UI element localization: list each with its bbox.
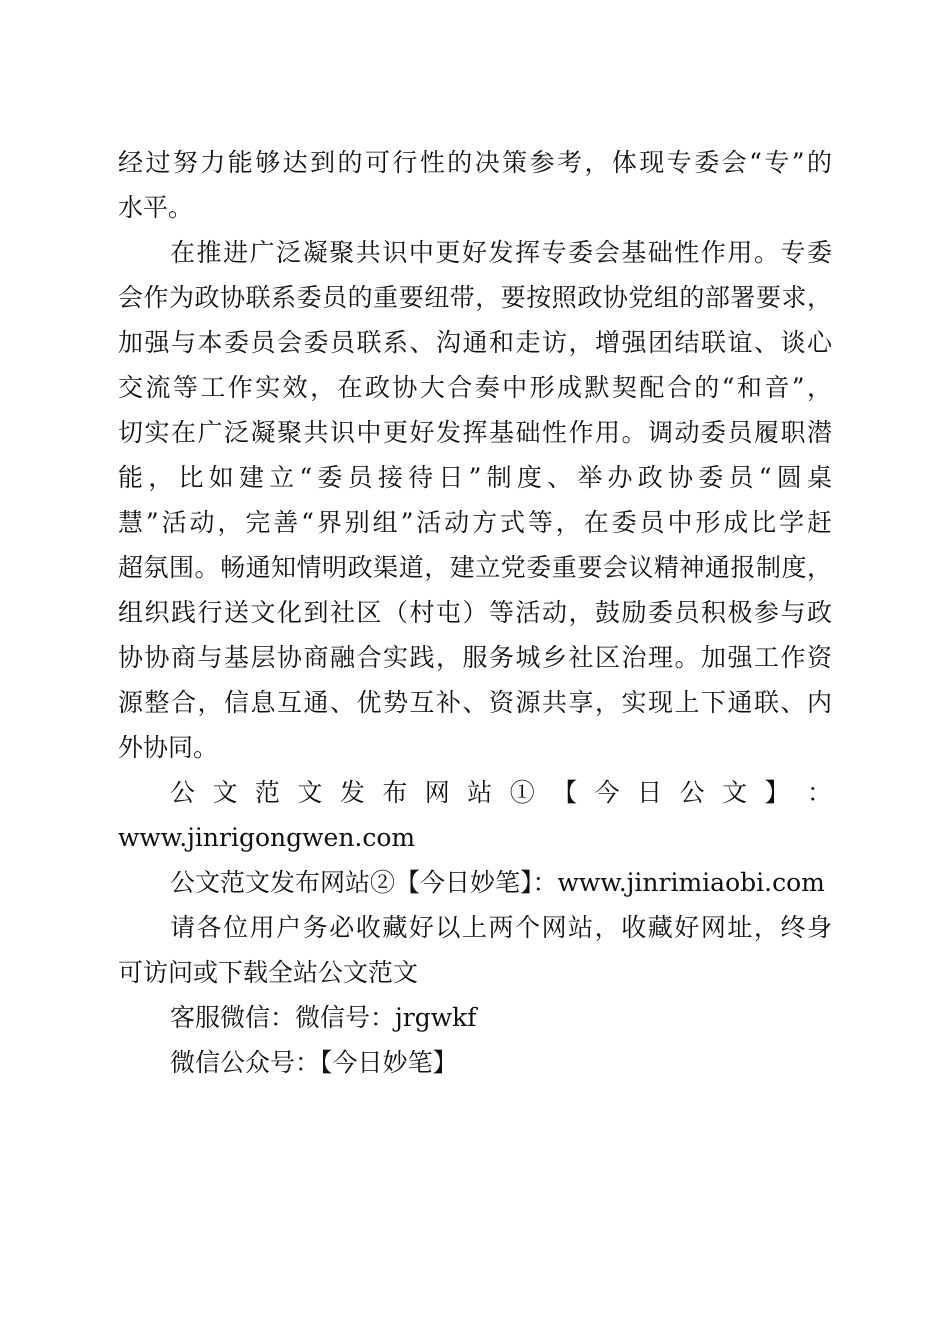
official-account: 微信公众号：【今日妙笔】 [170,1048,458,1077]
body-text-line: 源整合，信息互通、优势互补、资源共享，实现上下通联、内 [118,688,832,717]
body-text-line: 会作为政协联系委员的重要纽带，要按照政协党组的部署要求， [118,283,832,312]
body-text-line: 水平。 [118,193,194,222]
body-text-line: 外协同。 [118,733,219,762]
body-text-line: 慧”活动，完善“界别组”活动方式等，在委员中形成比学赶 [118,508,832,537]
site2-line: 公文范文发布网站②【今日妙笔】：www.jinrimiaobi.com [170,868,825,897]
body-text-line: 经过努力能够达到的可行性的决策参考，体现专委会“专”的 [118,148,832,177]
body-text-line: 加强与本委员会委员联系、沟通和走访，增强团结联谊、谈心 [118,328,832,357]
service-wechat: 客服微信：微信号：jrgwkf [170,1003,477,1032]
paragraph-start-line: 在推进广泛凝聚共识中更好发挥专委会基础性作用。专委 [170,238,832,267]
site1-url-link[interactable]: www.jinrigongwen.com [118,823,416,852]
body-text-line: 能，比如建立“委员接待日”制度、举办政协委员“圆桌 [118,463,832,492]
body-text-line: 超氛围。畅通知情明政渠道，建立党委重要会议精神通报制度， [118,553,832,582]
notice-line: 可访问或下载全站公文范文 [118,958,419,987]
body-text-line: 组织践行送文化到社区（村屯）等活动，鼓励委员积极参与政 [118,598,832,627]
body-text-line: 切实在广泛凝聚共识中更好发挥基础性作用。调动委员履职潜 [118,418,832,447]
notice-line: 请各位用户务必收藏好以上两个网站，收藏好网址，终身 [170,913,832,942]
site1-label: 公 文 范 文 发 布 网 站 ① 【 今 日 公 文 】 ： [170,778,832,807]
body-text-line: 交流等工作实效，在政协大合奏中形成默契配合的“和音”， [118,373,832,402]
body-text-line: 协协商与基层协商融合实践，服务城乡社区治理。加强工作资 [118,643,832,672]
